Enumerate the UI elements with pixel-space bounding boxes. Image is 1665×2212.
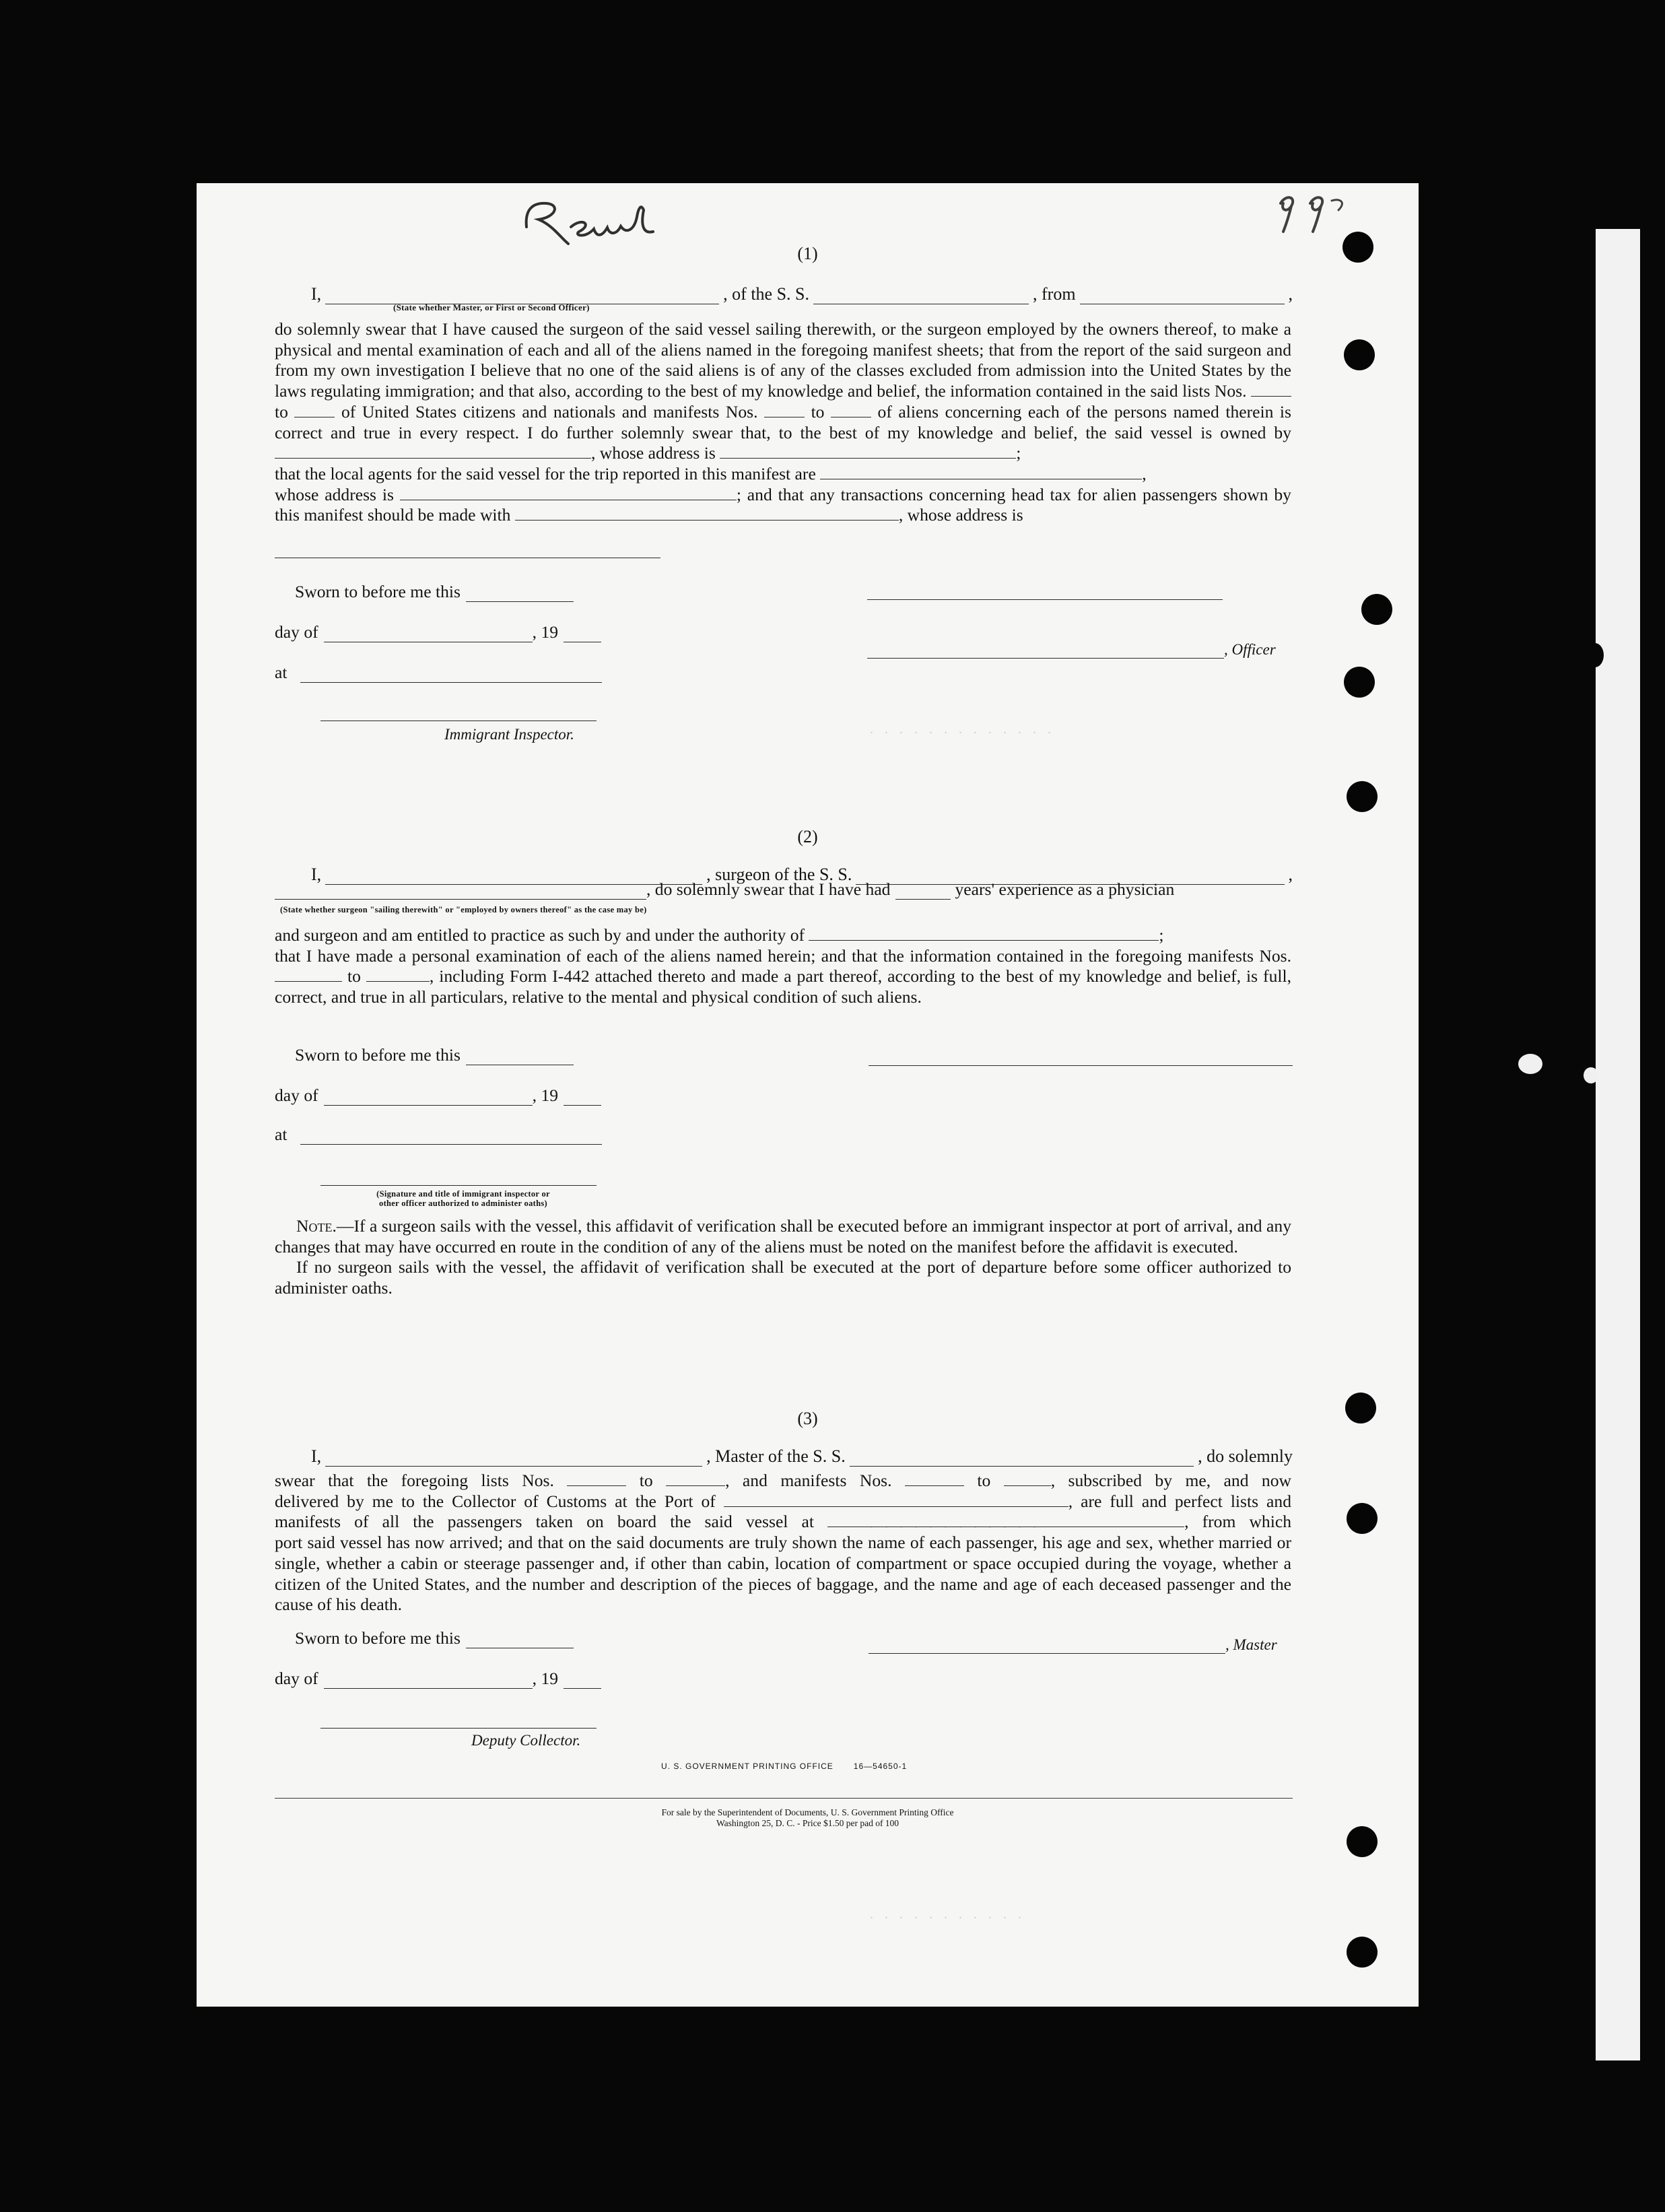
day-of-label: day of [275,1669,318,1688]
sworn-day-field[interactable] [466,589,574,602]
sworn-row [295,582,574,602]
master-name-field[interactable] [325,1452,702,1467]
master-vessel-field[interactable] [850,1452,1194,1467]
vessel-name-field[interactable] [813,290,1029,304]
semicolon: ; [1016,443,1021,463]
year-field[interactable] [564,1676,601,1689]
lists-to-field[interactable] [294,405,335,417]
surgeon-status-field[interactable] [275,887,646,900]
lists-from-field[interactable] [567,1473,626,1486]
punch-hole [1347,781,1378,812]
bleed-through: . . . . . . . . . . . . [870,1516,1040,1531]
at-label: at [275,663,287,682]
section-1-number: (1) [797,244,818,263]
of-ss-label: , of the S. S. [723,284,810,304]
taken-on-board-label: manifests of all the passengers taken on board the said vessel at [275,1512,814,1532]
local-agents-field[interactable] [820,467,1142,479]
administering-officer-signature-field[interactable] [320,1185,597,1186]
punch-hole [1347,1826,1378,1857]
sworn-day-field[interactable] [466,1636,574,1648]
punch-hole [1344,667,1375,698]
signature-caption [329,1189,598,1208]
i-label: I, [311,865,322,884]
immigrant-inspector-label: Immigrant Inspector. [444,726,574,743]
semicolon: ; [1159,925,1164,945]
officer-caption: (State whether Master, or First or Second Officer) [393,302,590,312]
owner-address-field[interactable] [720,446,1016,459]
surgeon-of-ss-label: , surgeon of the S. S. [706,865,852,884]
officer-title-row [867,641,1276,659]
gpo-imprint [661,1762,907,1771]
section-2-note [275,1216,1291,1299]
section-3-number: (3) [797,1409,818,1428]
punch-hole [1344,339,1375,370]
to-label: to [639,1471,653,1490]
manifests-from-field[interactable] [275,969,342,982]
manifests-from-field[interactable] [764,405,805,417]
film-spot [1584,1067,1598,1083]
boarding-port-field[interactable] [827,1514,1184,1527]
day-of-label: day of [275,622,318,642]
to-label: to [347,966,361,986]
manifests-label: , and manifests Nos. [725,1471,892,1490]
port-field[interactable] [724,1494,1068,1507]
day-of-label: day of [275,1085,318,1105]
year-label: , 19 [532,1669,559,1688]
sale-notice [197,1807,1419,1829]
at-label: at [275,1125,287,1144]
form-442-text: , including Form I-442 attached thereto and made a part thereof, according to the best of my knowledge and belief, is full, correct, and true in all particulars, relative to the mental and physical condition of such aliens. [275,966,1291,1007]
collector-label: delivered by me to the Collector of Customs at the Port of [275,1491,716,1511]
sworn-label: Sworn to before me this [295,582,461,601]
punch-hole [1347,1937,1378,1968]
sale-line-1: For sale by the Superintendent of Documents, U. S. Government Printing Office [661,1807,954,1817]
years-experience-field[interactable] [895,887,951,900]
owner-field[interactable] [275,446,591,459]
oath-text-1: do solemnly swear that I have caused the surgeon of the said vessel sailing therewith, or the surgeon employed by the owners thereof, to make a physical and mental examination of each and all of the aliens named in the foregoing manifest sheets; that from the report of the said surgeon and from my own investigation I believe that no one of the said aliens is of any of the classes excluded from admission into the United States by the laws regulating immigration; and that also, according to the best of my knowledge and belief, the information contained in the said lists Nos. [275,319,1291,401]
oath-text-3: of aliens concerning each of the persons named therein is correct and true in every respect. I do further solemnly swear that, to the best of my knowledge and belief, the said vessel is owned by [275,401,1291,442]
month-field[interactable] [324,630,533,642]
from-label: , from [1033,284,1076,304]
note-text: —If a surgeon sails with the vessel, this affidavit of verification shall be executed before an immigrant inspector at port of arrival, and any changes that may have occurred en route in the condition of any of the aliens must be noted on the manifest before the affidavit is executed. [275,1216,1291,1256]
page-mark-number [1267,183,1368,237]
adjacent-page-strip [1596,229,1640,2060]
month-field[interactable] [324,1676,533,1689]
surgeon-caption: (State whether surgeon "sailing therewith" or "employed by owners thereof" as the case may be) [280,905,647,914]
head-tax-text: ; and that any transactions concerning head tax for alien passengers shown by this manifest should be made with [275,484,1291,525]
to-label: to [811,401,825,422]
year-field[interactable] [564,630,601,642]
gpo-label: U. S. GOVERNMENT PRINTING OFFICE [661,1762,834,1771]
lists-label: swear that the foregoing lists Nos. [275,1471,554,1490]
oath-text-2: of United States citizens and nationals and manifests Nos. [341,401,758,422]
at-row [275,663,602,683]
officer-title-field[interactable] [867,646,1224,659]
swear-experience-label: , do solemnly swear that I have had [646,879,891,899]
section-2-experience-row [275,879,1293,900]
section-3-master-row [311,1440,1293,1467]
whose-address-label: , whose address is [591,443,716,463]
note-text-2: If no surgeon sails with the vessel, the affidavit of verification shall be executed at the port of departure before some officer authorized to administer oaths. [275,1257,1291,1298]
to-label: to [275,401,288,422]
from-port-field[interactable] [1080,290,1285,304]
officer-signature-field[interactable] [867,599,1223,600]
deputy-collector-signature-field[interactable] [320,1728,597,1729]
head-tax-contact-field[interactable] [515,508,899,521]
section-2-oath-text [275,925,1291,1008]
note-label: Note. [296,1216,337,1236]
manifests-to-field[interactable] [1004,1473,1051,1486]
to-label: to [977,1471,991,1490]
section-1-officer-row: I, , of the S. S. , from , [311,284,1293,304]
from-which-label: , from which [1184,1512,1291,1532]
section-1-oath-text [275,319,1291,526]
punch-hole [1361,594,1392,625]
footer-rule [275,1798,1293,1799]
subscribed-label: , subscribed by me, and now [1050,1471,1292,1490]
section-2-number: (2) [797,827,818,846]
year-label: , 19 [532,1085,559,1105]
sale-line-2: Washington 25, D. C. - Price $1.50 per pad of 100 [716,1818,899,1828]
manifests-to-field[interactable] [831,405,871,417]
sworn-label: Sworn to before me this [295,1628,461,1648]
agent-address-label: whose address is [275,484,394,504]
year-label: , 19 [532,622,559,642]
manifests-to-field[interactable] [366,969,430,982]
strip-notch [1586,643,1604,667]
sworn-row [295,1628,574,1648]
lists-from-field[interactable] [1251,384,1291,397]
examination-text: that I have made a personal examination of each of the aliens named herein; and that the information contained in the foregoing manifests Nos. [275,945,1291,966]
i-label: I, [311,284,322,304]
caption-line-2: other officer authorized to administer oaths) [379,1199,547,1208]
deputy-collector-label: Deputy Collector. [471,1732,581,1749]
surgeon-signature-field[interactable] [869,1065,1293,1066]
master-signature-field[interactable] [869,1641,1225,1654]
manifests-from-field[interactable] [905,1473,964,1486]
authority-label: and surgeon and am entitled to practice as such by and under the authority of [275,925,805,945]
comma: , [1288,865,1293,884]
film-spot [1518,1054,1542,1074]
officer-label: , Officer [1224,641,1276,658]
master-signature-row [869,1636,1277,1654]
lists-to-field[interactable] [666,1473,725,1486]
do-solemnly-label: , do solemnly [1198,1446,1293,1466]
bleed-through: . . . . . . . . . . . [870,1907,1025,1922]
bleed-through: . . . . . . . . . . . . . [870,722,1055,737]
sworn-label: Sworn to before me this [295,1045,461,1065]
punch-hole [1347,1503,1378,1534]
physician-label: years' experience as a physician [955,879,1175,899]
local-agents-label: that the local agents for the said vessel for the trip reported in this manifest are [275,463,816,483]
whose-address-label: , whose address is [898,505,1023,525]
authority-field[interactable] [809,928,1159,941]
at-place-field[interactable] [300,670,602,683]
at-place-field[interactable] [300,1132,602,1145]
comma: , [1142,463,1147,483]
sworn-day-field[interactable] [466,1052,574,1065]
year-field[interactable] [564,1093,601,1106]
day-row [275,1085,601,1106]
month-field[interactable] [324,1093,533,1106]
agent-address-field[interactable] [400,488,737,500]
full-lists-label: , are full and perfect lists and [1068,1491,1291,1511]
passenger-details-text: port said vessel has now arrived; and that on the said documents are truly shown the name of each passenger, his age and sex, whether married or single, whether a cabin or steerage passenger and, if other than cabin, location of compartment or space occupied during the voyage, whether a citizen of the United States, and the number and description of the pieces of baggage, and the name and age of each deceased passenger and the cause of his death. [275,1533,1291,1615]
section-3-oath-text [275,1471,1291,1615]
day-row [275,1669,601,1689]
i-label: I, [311,1446,322,1466]
at-row [275,1125,602,1145]
master-label: , Master [1225,1636,1277,1653]
caption-line-1: (Signature and title of immigrant inspector or [376,1189,550,1199]
inspector-signature-field[interactable] [320,720,597,721]
form-number: 16—54650-1 [853,1762,908,1771]
document-page [197,183,1419,2007]
master-of-ss-label: , Master of the S. S. [706,1446,846,1466]
day-row [275,622,601,642]
sworn-row [295,1045,574,1065]
